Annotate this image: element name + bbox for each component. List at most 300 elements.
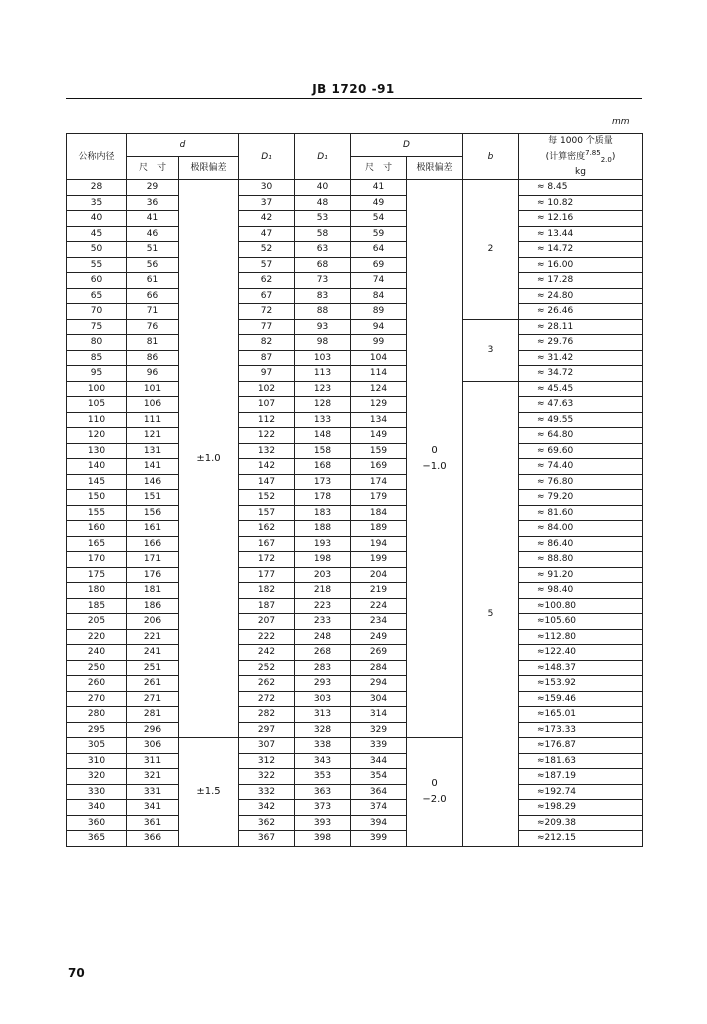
D1-cell: 343 [295, 753, 351, 769]
d1-cell: 182 [239, 583, 295, 599]
mass-cell: ≈ 98.40 [519, 583, 643, 599]
col-d-tolerance: 极限偏差 [179, 157, 239, 180]
nominal-cell: 28 [67, 180, 127, 196]
table-row [67, 397, 643, 413]
D1-cell: 373 [295, 800, 351, 816]
d1-cell: 187 [239, 598, 295, 614]
D1-cell: 148 [295, 428, 351, 444]
d-size-cell: 66 [127, 288, 179, 304]
d-tolerance-1: ±1.0 [179, 180, 239, 738]
page-number: 70 [68, 966, 85, 980]
d-size-cell: 86 [127, 350, 179, 366]
nominal-cell: 205 [67, 614, 127, 630]
nominal-cell: 295 [67, 722, 127, 738]
nominal-cell: 100 [67, 381, 127, 397]
nominal-cell: 140 [67, 459, 127, 475]
mass-cell: ≈ 12.16 [519, 211, 643, 227]
mass-cell: ≈ 64.80 [519, 428, 643, 444]
table-row [67, 676, 643, 692]
D-size-cell: 234 [351, 614, 407, 630]
D1-cell: 68 [295, 257, 351, 273]
D-size-cell: 99 [351, 335, 407, 351]
mass-cell: ≈ 79.20 [519, 490, 643, 506]
mass-cell: ≈198.29 [519, 800, 643, 816]
D1-cell: 398 [295, 831, 351, 847]
d1-cell: 37 [239, 195, 295, 211]
D-size-cell: 399 [351, 831, 407, 847]
table-row [67, 428, 643, 444]
D1-cell: 248 [295, 629, 351, 645]
d1-cell: 147 [239, 474, 295, 490]
table-row [67, 211, 643, 227]
table-row [67, 521, 643, 537]
d-size-cell: 96 [127, 366, 179, 382]
mass-cell: ≈112.80 [519, 629, 643, 645]
D-size-cell: 84 [351, 288, 407, 304]
D1-cell: 313 [295, 707, 351, 723]
mass-cell: ≈ 34.72 [519, 366, 643, 382]
D1-cell: 133 [295, 412, 351, 428]
d-size-cell: 361 [127, 815, 179, 831]
mass-cell: ≈ 81.60 [519, 505, 643, 521]
D1-cell: 293 [295, 676, 351, 692]
nominal-cell: 60 [67, 273, 127, 289]
d-size-cell: 141 [127, 459, 179, 475]
d-size-cell: 46 [127, 226, 179, 242]
mass-cell: ≈105.60 [519, 614, 643, 630]
d1-cell: 87 [239, 350, 295, 366]
mass-cell: ≈ 31.42 [519, 350, 643, 366]
nominal-cell: 85 [67, 350, 127, 366]
D-size-cell: 179 [351, 490, 407, 506]
mass-cell: ≈ 24.80 [519, 288, 643, 304]
mass-cell: ≈176.87 [519, 738, 643, 754]
table-row [67, 769, 643, 785]
header-divider [66, 98, 642, 99]
D-size-cell: 69 [351, 257, 407, 273]
nominal-cell: 145 [67, 474, 127, 490]
mass-cell: ≈165.01 [519, 707, 643, 723]
nominal-cell: 40 [67, 211, 127, 227]
nominal-cell: 160 [67, 521, 127, 537]
d-size-cell: 241 [127, 645, 179, 661]
D-size-cell: 149 [351, 428, 407, 444]
nominal-cell: 50 [67, 242, 127, 258]
D-size-cell: 189 [351, 521, 407, 537]
table-row [67, 784, 643, 800]
nominal-cell: 240 [67, 645, 127, 661]
mass-cell: ≈212.15 [519, 831, 643, 847]
D1-cell: 198 [295, 552, 351, 568]
col-D1: D₁ [295, 134, 351, 180]
table-row [67, 381, 643, 397]
mass-cell: ≈148.37 [519, 660, 643, 676]
D1-cell: 393 [295, 815, 351, 831]
mass-cell: ≈ 88.80 [519, 552, 643, 568]
table-row [67, 412, 643, 428]
d-size-cell: 321 [127, 769, 179, 785]
table-row [67, 614, 643, 630]
mass-cell: ≈187.19 [519, 769, 643, 785]
D-size-cell: 374 [351, 800, 407, 816]
D-size-cell: 344 [351, 753, 407, 769]
col-mass [519, 134, 643, 180]
col-d-group: d [127, 134, 239, 157]
table-row [67, 800, 643, 816]
D-size-cell: 224 [351, 598, 407, 614]
D1-cell: 233 [295, 614, 351, 630]
mass-cell: ≈209.38 [519, 815, 643, 831]
nominal-cell: 35 [67, 195, 127, 211]
table-row [67, 815, 643, 831]
nominal-cell: 330 [67, 784, 127, 800]
mass-unit: kg [575, 166, 586, 177]
table-row [67, 350, 643, 366]
d1-cell: 172 [239, 552, 295, 568]
d-size-cell: 251 [127, 660, 179, 676]
d-size-cell: 221 [127, 629, 179, 645]
mass-cell: ≈173.33 [519, 722, 643, 738]
d-size-cell: 131 [127, 443, 179, 459]
table-row [67, 257, 643, 273]
table-row [67, 660, 643, 676]
nominal-cell: 340 [67, 800, 127, 816]
col-D-tolerance: 极限偏差 [407, 157, 463, 180]
D-size-cell: 114 [351, 366, 407, 382]
d-size-cell: 311 [127, 753, 179, 769]
D-size-cell: 329 [351, 722, 407, 738]
d-size-cell: 71 [127, 304, 179, 320]
d-size-cell: 61 [127, 273, 179, 289]
d-size-cell: 306 [127, 738, 179, 754]
d1-cell: 162 [239, 521, 295, 537]
d-size-cell: 156 [127, 505, 179, 521]
mass-density-bottom: 2.0 [600, 155, 612, 164]
mass-cell: ≈ 76.80 [519, 474, 643, 490]
d-tolerance-2: ±1.5 [179, 738, 239, 847]
col-d-size: 尺 寸 [127, 157, 179, 180]
D1-cell: 73 [295, 273, 351, 289]
D1-cell: 328 [295, 722, 351, 738]
d1-cell: 177 [239, 567, 295, 583]
table-row [67, 505, 643, 521]
D-size-cell: 354 [351, 769, 407, 785]
table-row [67, 304, 643, 320]
b-value-5: 5 [463, 381, 519, 846]
d-size-cell: 281 [127, 707, 179, 723]
d-size-cell: 181 [127, 583, 179, 599]
D-size-cell: 194 [351, 536, 407, 552]
mass-cell: ≈ 28.11 [519, 319, 643, 335]
d1-cell: 82 [239, 335, 295, 351]
d-size-cell: 206 [127, 614, 179, 630]
table-row [67, 459, 643, 475]
d-size-cell: 341 [127, 800, 179, 816]
nominal-cell: 165 [67, 536, 127, 552]
table-row [67, 691, 643, 707]
table-row [67, 490, 643, 506]
D-size-cell: 129 [351, 397, 407, 413]
d1-cell: 52 [239, 242, 295, 258]
D1-cell: 93 [295, 319, 351, 335]
d1-cell: 297 [239, 722, 295, 738]
D-tolerance-2 [407, 738, 463, 847]
table-row [67, 645, 643, 661]
d1-cell: 42 [239, 211, 295, 227]
D-size-cell: 64 [351, 242, 407, 258]
d-size-cell: 51 [127, 242, 179, 258]
d-size-cell: 56 [127, 257, 179, 273]
mass-cell: ≈181.63 [519, 753, 643, 769]
mass-cell: ≈ 13.44 [519, 226, 643, 242]
d1-cell: 112 [239, 412, 295, 428]
standard-header: JB 1720 -91 [312, 82, 395, 96]
D-size-cell: 124 [351, 381, 407, 397]
d-size-cell: 171 [127, 552, 179, 568]
mass-cell: ≈ 26.46 [519, 304, 643, 320]
mass-cell: ≈122.40 [519, 645, 643, 661]
D-tolerance-2-top: 0 [431, 777, 438, 789]
nominal-cell: 220 [67, 629, 127, 645]
D-size-cell: 284 [351, 660, 407, 676]
table-row [67, 629, 643, 645]
d1-cell: 322 [239, 769, 295, 785]
d1-cell: 77 [239, 319, 295, 335]
b-value-2: 2 [463, 180, 519, 320]
D1-cell: 98 [295, 335, 351, 351]
d-size-cell: 101 [127, 381, 179, 397]
nominal-cell: 130 [67, 443, 127, 459]
D-size-cell: 159 [351, 443, 407, 459]
D-size-cell: 74 [351, 273, 407, 289]
mass-cell: ≈ 74.40 [519, 459, 643, 475]
mass-cell: ≈ 45.45 [519, 381, 643, 397]
d-size-cell: 106 [127, 397, 179, 413]
col-D-group: D [351, 134, 463, 157]
D1-cell: 268 [295, 645, 351, 661]
d-size-cell: 41 [127, 211, 179, 227]
b-value-3: 3 [463, 319, 519, 381]
D-size-cell: 204 [351, 567, 407, 583]
D-size-cell: 169 [351, 459, 407, 475]
mass-cell: ≈ 47.63 [519, 397, 643, 413]
d-size-cell: 296 [127, 722, 179, 738]
D1-cell: 173 [295, 474, 351, 490]
table-row [67, 226, 643, 242]
col-d1: D₁ [239, 134, 295, 180]
d-size-cell: 81 [127, 335, 179, 351]
table-row [67, 583, 643, 599]
D-size-cell: 94 [351, 319, 407, 335]
D1-cell: 338 [295, 738, 351, 754]
nominal-cell: 80 [67, 335, 127, 351]
mass-density-label: (计算密度 [545, 152, 586, 163]
D1-cell: 58 [295, 226, 351, 242]
mass-cell: ≈153.92 [519, 676, 643, 692]
D-size-cell: 269 [351, 645, 407, 661]
nominal-cell: 260 [67, 676, 127, 692]
D-size-cell: 304 [351, 691, 407, 707]
D1-cell: 223 [295, 598, 351, 614]
d-size-cell: 111 [127, 412, 179, 428]
d-size-cell: 121 [127, 428, 179, 444]
nominal-cell: 150 [67, 490, 127, 506]
table-row [67, 722, 643, 738]
mass-cell: ≈ 16.00 [519, 257, 643, 273]
d1-cell: 312 [239, 753, 295, 769]
table-row [67, 242, 643, 258]
D-size-cell: 49 [351, 195, 407, 211]
D-size-cell: 41 [351, 180, 407, 196]
D1-cell: 123 [295, 381, 351, 397]
nominal-cell: 320 [67, 769, 127, 785]
D-size-cell: 199 [351, 552, 407, 568]
d1-cell: 262 [239, 676, 295, 692]
mass-cell: ≈ 14.72 [519, 242, 643, 258]
D-size-cell: 394 [351, 815, 407, 831]
D-size-cell: 134 [351, 412, 407, 428]
d1-cell: 307 [239, 738, 295, 754]
d1-cell: 62 [239, 273, 295, 289]
d-size-cell: 261 [127, 676, 179, 692]
d1-cell: 272 [239, 691, 295, 707]
mass-cell: ≈ 86.40 [519, 536, 643, 552]
nominal-cell: 185 [67, 598, 127, 614]
mass-density-top: 7.85 [585, 149, 601, 158]
nominal-cell: 365 [67, 831, 127, 847]
col-nominal: 公称内径 [67, 134, 127, 180]
table-row [67, 319, 643, 335]
d1-cell: 367 [239, 831, 295, 847]
D1-cell: 363 [295, 784, 351, 800]
d1-cell: 97 [239, 366, 295, 382]
nominal-cell: 110 [67, 412, 127, 428]
d1-cell: 47 [239, 226, 295, 242]
D1-cell: 203 [295, 567, 351, 583]
d-size-cell: 366 [127, 831, 179, 847]
nominal-cell: 55 [67, 257, 127, 273]
d1-cell: 30 [239, 180, 295, 196]
d1-cell: 102 [239, 381, 295, 397]
d-size-cell: 186 [127, 598, 179, 614]
D1-cell: 128 [295, 397, 351, 413]
table-row [67, 288, 643, 304]
D1-cell: 188 [295, 521, 351, 537]
nominal-cell: 270 [67, 691, 127, 707]
mass-cell: ≈100.80 [519, 598, 643, 614]
D-size-cell: 314 [351, 707, 407, 723]
d1-cell: 207 [239, 614, 295, 630]
table-row [67, 598, 643, 614]
D-size-cell: 104 [351, 350, 407, 366]
mass-cell: ≈ 84.00 [519, 521, 643, 537]
D1-cell: 193 [295, 536, 351, 552]
nominal-cell: 65 [67, 288, 127, 304]
unit-label: mm [612, 117, 630, 127]
nominal-cell: 120 [67, 428, 127, 444]
D1-cell: 40 [295, 180, 351, 196]
D-tolerance-1 [407, 180, 463, 738]
nominal-cell: 95 [67, 366, 127, 382]
mass-cell: ≈ 91.20 [519, 567, 643, 583]
D-size-cell: 294 [351, 676, 407, 692]
nominal-cell: 180 [67, 583, 127, 599]
D-size-cell: 174 [351, 474, 407, 490]
nominal-cell: 75 [67, 319, 127, 335]
d-size-cell: 76 [127, 319, 179, 335]
d1-cell: 142 [239, 459, 295, 475]
table-row [67, 443, 643, 459]
d1-cell: 167 [239, 536, 295, 552]
washer-dimension-table [66, 133, 643, 847]
mass-cell: ≈ 8.45 [519, 180, 643, 196]
col-b: b [463, 134, 519, 180]
D-size-cell: 54 [351, 211, 407, 227]
D-size-cell: 59 [351, 226, 407, 242]
table-row [67, 195, 643, 211]
D1-cell: 103 [295, 350, 351, 366]
D-size-cell: 184 [351, 505, 407, 521]
D1-cell: 168 [295, 459, 351, 475]
table-row [67, 707, 643, 723]
nominal-cell: 70 [67, 304, 127, 320]
D-tolerance-1-bottom: −1.0 [422, 460, 447, 472]
mass-cell: ≈ 49.55 [519, 412, 643, 428]
mass-density-close: ) [611, 152, 616, 163]
D1-cell: 183 [295, 505, 351, 521]
table-body [67, 180, 643, 847]
mass-cell: ≈ 69.60 [519, 443, 643, 459]
d1-cell: 282 [239, 707, 295, 723]
mass-line1: 每 1000 个质量 [548, 136, 613, 147]
nominal-cell: 175 [67, 567, 127, 583]
nominal-cell: 280 [67, 707, 127, 723]
table-row [67, 831, 643, 847]
d1-cell: 332 [239, 784, 295, 800]
col-D-size: 尺 寸 [351, 157, 407, 180]
d1-cell: 222 [239, 629, 295, 645]
d1-cell: 107 [239, 397, 295, 413]
table-row [67, 753, 643, 769]
D1-cell: 158 [295, 443, 351, 459]
nominal-cell: 170 [67, 552, 127, 568]
nominal-cell: 105 [67, 397, 127, 413]
D-tolerance-2-bottom: −2.0 [422, 793, 447, 805]
nominal-cell: 155 [67, 505, 127, 521]
table-row [67, 474, 643, 490]
D1-cell: 178 [295, 490, 351, 506]
d-size-cell: 176 [127, 567, 179, 583]
D1-cell: 48 [295, 195, 351, 211]
d-size-cell: 161 [127, 521, 179, 537]
mass-cell: ≈ 17.28 [519, 273, 643, 289]
d-size-cell: 331 [127, 784, 179, 800]
d1-cell: 252 [239, 660, 295, 676]
table-row [67, 273, 643, 289]
d1-cell: 72 [239, 304, 295, 320]
mass-cell: ≈192.74 [519, 784, 643, 800]
D1-cell: 218 [295, 583, 351, 599]
D1-cell: 113 [295, 366, 351, 382]
D1-cell: 353 [295, 769, 351, 785]
D-size-cell: 364 [351, 784, 407, 800]
mass-cell: ≈ 29.76 [519, 335, 643, 351]
table-row [67, 335, 643, 351]
nominal-cell: 250 [67, 660, 127, 676]
D1-cell: 83 [295, 288, 351, 304]
D1-cell: 283 [295, 660, 351, 676]
d1-cell: 57 [239, 257, 295, 273]
